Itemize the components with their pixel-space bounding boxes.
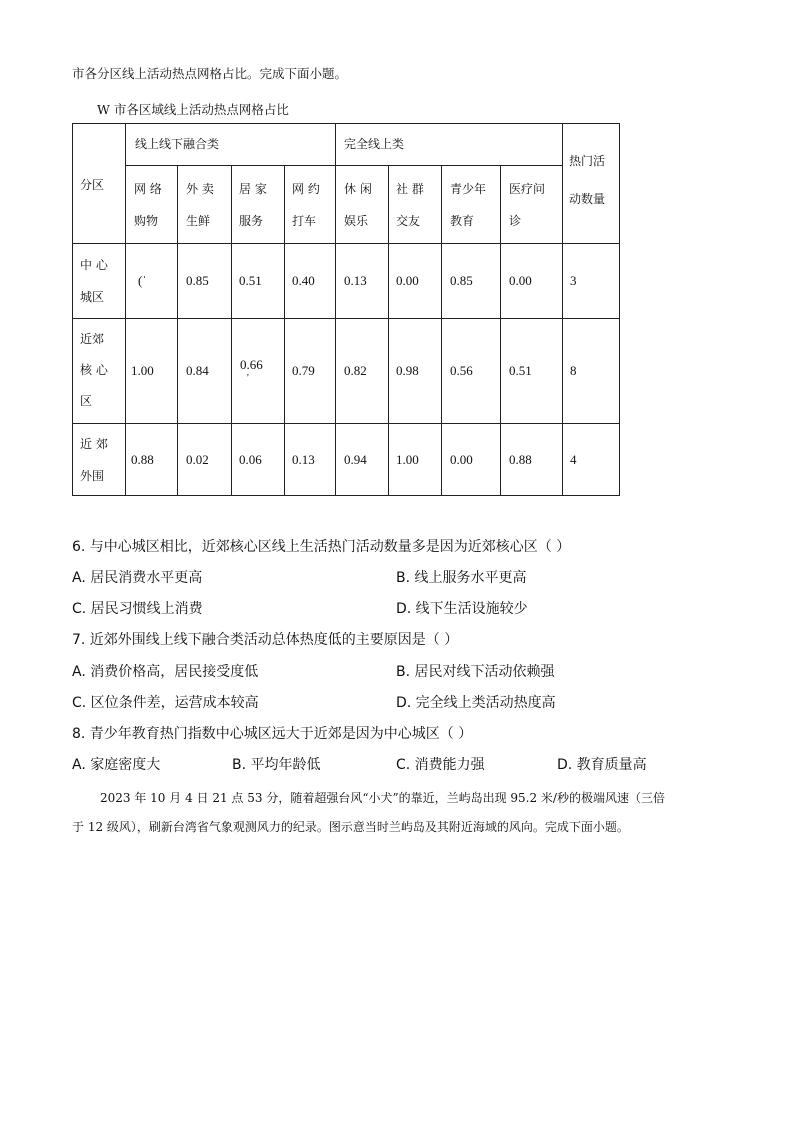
subheader-food-delivery: 生鲜 [186, 214, 211, 228]
subheader-social: 社 群 [396, 182, 424, 196]
table-col-rule [231, 165, 232, 496]
row-zone-label: 中 心 [80, 258, 108, 272]
question-8-option-a[interactable]: A. 家庭密度大 [72, 757, 161, 773]
table-col-rule [388, 165, 389, 496]
table-cell: 0.13 [292, 452, 315, 467]
table-cell: 0.94 [344, 452, 367, 467]
table-cell: 0.85 [450, 273, 473, 288]
table-cell: 1.00 [396, 452, 419, 467]
table-col-rule [441, 165, 442, 496]
data-table [72, 123, 620, 496]
table-cell: 0.00 [396, 273, 419, 288]
question-8-option-c[interactable]: C. 消费能力强 [396, 757, 485, 773]
question-6-option-b[interactable]: B. 线上服务水平更高 [396, 570, 527, 586]
row-zone-label: 外围 [80, 469, 105, 483]
subheader-social: 交友 [396, 214, 421, 228]
closing-paragraph-line1: 2023 年 10 月 4 日 21 点 53 分，随着超强台风“小犬”的靠近，兰屿岛出现 95.2 米/秒的极端风速（三倍 [100, 791, 665, 805]
subheader-youth-education: 教育 [450, 214, 475, 228]
table-cell-mark: ' [247, 373, 249, 384]
table-rule-header [72, 243, 620, 244]
question-7-option-c[interactable]: C. 区位条件差，运营成本较高 [72, 695, 259, 711]
table-col-rule [500, 165, 501, 496]
question-6-option-d[interactable]: D. 线下生活设施较少 [396, 601, 528, 617]
subheader-leisure: 休 闲 [344, 182, 372, 196]
table-cell: 0.66 [240, 357, 263, 372]
question-7-option-a[interactable]: A. 消费价格高，居民接受度低 [72, 664, 259, 680]
row-zone-label: 核 心 [80, 363, 108, 377]
table-cell-hot: 3 [570, 273, 577, 288]
question-7-stem: 7. 近郊外围线上线下融合类活动总体热度低的主要原因是（ ） [72, 632, 459, 648]
table-rule-row2 [72, 423, 620, 424]
row-zone-label: 近 郊 [80, 437, 108, 451]
question-6-stem: 6. 与中心城区相比，近郊核心区线上生活热门活动数量多是因为近郊核心区（ ） [72, 539, 571, 555]
table-col-rule [335, 123, 336, 496]
table-border-top [72, 123, 620, 124]
table-cell: 0.88 [131, 452, 154, 467]
subheader-youth-education: 青少年 [450, 182, 487, 196]
subheader-online-shopping: 网 络 [134, 182, 162, 196]
table-caption: W 市各区域线上活动热点网格占比 [97, 102, 289, 117]
header-hot-line1: 热门活 [569, 154, 606, 168]
subheader-ride-hailing: 打车 [292, 214, 317, 228]
table-cell: 0.06 [239, 452, 262, 467]
table-col-rule [125, 123, 126, 496]
table-border-bottom [72, 495, 620, 496]
subheader-home-service: 居 家 [239, 182, 267, 196]
header-zone: 分区 [80, 178, 105, 192]
header-group-mixed: 线上线下融合类 [135, 137, 220, 151]
table-cell: 0.51 [509, 363, 532, 378]
table-rule-group [125, 165, 562, 166]
intro-text: 市各分区线上活动热点网格占比。完成下面小题。 [72, 66, 348, 81]
table-rule-row1 [72, 318, 620, 319]
table-cell: 0.02 [186, 452, 209, 467]
table-cell-hot: 4 [570, 452, 577, 467]
table-cell-hot: 8 [570, 363, 577, 378]
table-col-rule [284, 165, 285, 496]
table-col-rule [562, 123, 563, 496]
table-cell: 0.56 [450, 363, 473, 378]
table-cell: 0.98 [396, 363, 419, 378]
table-cell: (ˈ [138, 273, 147, 288]
table-cell: 0.00 [450, 452, 473, 467]
closing-paragraph-line2: 于 12 级风），刷新台湾省气象观测风力的纪录。图示意当时兰屿岛及其附近海域的风向。完成下面小题。 [72, 820, 629, 834]
table-col-rule [177, 165, 178, 496]
table-cell: 0.84 [186, 363, 209, 378]
table-cell: 0.85 [186, 273, 209, 288]
table-cell: 0.40 [292, 273, 315, 288]
header-hot-line2: 动数量 [569, 192, 606, 206]
table-cell: 0.88 [509, 452, 532, 467]
subheader-online-shopping: 购物 [134, 214, 159, 228]
question-6-option-c[interactable]: C. 居民习惯线上消费 [72, 601, 203, 617]
row-zone-label: 区 [80, 394, 93, 408]
subheader-food-delivery: 外 卖 [186, 182, 214, 196]
row-zone-label: 近郊 [80, 332, 105, 346]
table-cell: 1.00 [131, 363, 154, 378]
question-7-option-b[interactable]: B. 居民对线下活动依赖强 [396, 664, 555, 680]
table-cell: 0.79 [292, 363, 315, 378]
question-6-option-a[interactable]: A. 居民消费水平更高 [72, 570, 203, 586]
table-cell: 0.51 [239, 273, 262, 288]
table-cell: 0.00 [509, 273, 532, 288]
question-8-stem: 8. 青少年教育热门指数中心城区远大于近郊是因为中心城区（ ） [72, 726, 473, 742]
table-border-left [72, 123, 73, 496]
row-zone-label: 城区 [80, 290, 105, 304]
subheader-medical-consult: 医疗问 [509, 182, 546, 196]
question-7-option-d[interactable]: D. 完全线上类活动热度高 [396, 695, 556, 711]
header-group-online: 完全线上类 [344, 137, 405, 151]
question-8-option-d[interactable]: D. 教育质量高 [557, 757, 647, 773]
table-cell: 0.82 [344, 363, 367, 378]
subheader-medical-consult: 诊 [509, 214, 522, 228]
subheader-home-service: 服务 [239, 214, 264, 228]
question-8-option-b[interactable]: B. 平均年龄低 [232, 757, 321, 773]
table-border-right [619, 123, 620, 496]
subheader-leisure: 娱乐 [344, 214, 369, 228]
table-cell: 0.13 [344, 273, 367, 288]
subheader-ride-hailing: 网 约 [292, 182, 320, 196]
